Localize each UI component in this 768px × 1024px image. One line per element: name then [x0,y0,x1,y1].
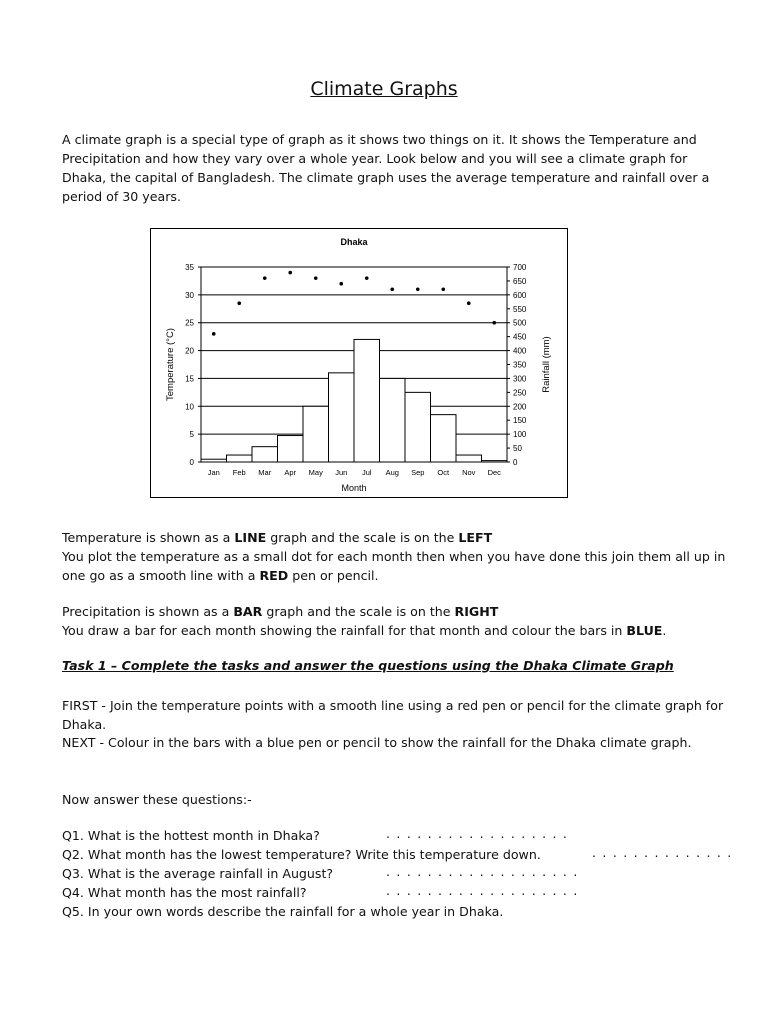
now-answer-text: Now answer these questions:- [62,792,252,807]
rainfall-bar [252,447,278,462]
temperature-info [62,528,732,585]
left-tick-label: 15 [185,374,194,384]
right-tick-label: 500 [513,318,527,328]
precipitation-info-line2: You draw a bar for each month showing the rainfall for that month and colour the bars in BLUE. [62,623,667,638]
right-tick-label: 0 [513,458,518,467]
right-tick-label: 100 [513,430,527,440]
question-1: Q1. What is the hottest month in Dhaka? [62,828,320,843]
temperature-info-line2: You plot the temperature as a small dot for each month then when you have done this join them all up in one go as a smooth line with a RED pen or pencil. [62,549,726,583]
temperature-point [492,321,496,325]
x-tick-label: Jul [361,468,372,477]
rainfall-bar [303,406,329,462]
climate-chart [150,228,568,498]
right-tick-label: 600 [513,290,527,300]
x-tick-label: Apr [284,468,297,477]
x-tick-label: Jan [207,468,220,477]
temperature-point [237,301,241,305]
rainfall-bar [278,436,304,462]
right-tick-label: 200 [513,402,527,412]
rainfall-bar [405,392,431,462]
x-axis-label: Month [341,483,367,493]
temperature-point [390,287,394,291]
right-tick-label: 300 [513,374,527,384]
right-tick-label: 250 [513,388,527,398]
rainfall-bar [227,455,253,462]
right-tick-label: 650 [513,276,527,286]
temperature-point [314,276,318,280]
first-instruction: FIRST - Join the temperature points with a smooth line using a red pen or pencil for the climate graph for Dhaka. [62,698,724,732]
x-tick-label: May [308,468,323,477]
x-tick-label: Mar [258,468,272,477]
rainfall-bar [380,378,406,462]
question-5: Q5. In your own words describe the rainfall for a whole year in Dhaka. [62,904,504,919]
right-tick-label: 700 [513,263,527,272]
rainfall-bar [354,339,380,462]
right-tick-label: 350 [513,360,527,370]
x-tick-label: Nov [462,468,476,477]
intro-paragraph: A climate graph is a special type of graph as it shows two things on it. It shows the Temperature and Precipitation and how they vary over a whole year. Look below and you will see a climate graph for Dhaka, the capital of Bangladesh. The climate graph uses the average temperature and rainfall over a period of 30 years. [62,132,710,204]
temperature-point [263,276,267,280]
climate-chart-svg [151,229,569,499]
rainfall-bar [329,373,355,462]
right-tick-label: 50 [513,444,522,454]
temperature-point [365,276,369,280]
rainfall-bar [431,415,457,462]
x-tick-label: Oct [437,468,450,477]
temperature-point [339,282,343,286]
x-tick-label: Sep [411,468,425,477]
temperature-info-line1: Temperature is shown as a LINE graph and the scale is on the LEFT [62,530,493,545]
chart-title: Dhaka [340,237,368,247]
temperature-point [416,287,420,291]
left-tick-label: 10 [185,402,194,412]
temperature-point [288,271,292,275]
y-axis-label-right: Rainfall (mm) [541,336,552,393]
question-3: Q3. What is the average rainfall in August? [62,866,334,881]
x-tick-label: Jun [335,468,348,477]
left-tick-label: 0 [189,458,194,467]
left-tick-label: 20 [185,346,194,356]
question-4: Q4. What month has the most rainfall? [62,885,307,900]
rainfall-bar [456,455,482,462]
right-tick-label: 150 [513,416,527,426]
temperature-point [212,332,216,336]
right-tick-label: 450 [513,332,527,342]
answer-line-3[interactable]: . . . . . . . . . . . . . . . . . . . [386,864,579,879]
y-axis-label: Temperature (°C) [165,328,176,401]
answer-line-4[interactable]: . . . . . . . . . . . . . . . . . . . [386,883,579,898]
precipitation-info [62,602,732,640]
answer-line-2[interactable]: . . . . . . . . . . . . . . [592,845,733,860]
temperature-point [441,287,445,291]
temperature-point [467,301,471,305]
x-tick-label: Dec [487,468,501,477]
question-2: Q2. What month has the lowest temperature? Write this temperature down. [62,847,541,862]
right-tick-label: 400 [513,346,527,356]
left-tick-label: 30 [185,290,194,300]
left-tick-label: 35 [185,263,194,272]
left-tick-label: 25 [185,318,194,328]
x-tick-label: Feb [232,468,246,477]
left-tick-label: 5 [189,430,194,440]
page-title: Climate Graphs [310,78,458,100]
x-tick-label: Aug [385,468,399,477]
right-tick-label: 550 [513,304,527,314]
precipitation-info-line1: Precipitation is shown as a BAR graph and the scale is on the RIGHT [62,604,499,619]
task-heading: Task 1 – Complete the tasks and answer the questions using the Dhaka Climate Graph [62,658,674,673]
answer-line-1[interactable]: . . . . . . . . . . . . . . . . . . [386,826,569,841]
next-instruction: NEXT - Colour in the bars with a blue pen or pencil to show the rainfall for the Dhaka climate graph. [62,735,692,750]
